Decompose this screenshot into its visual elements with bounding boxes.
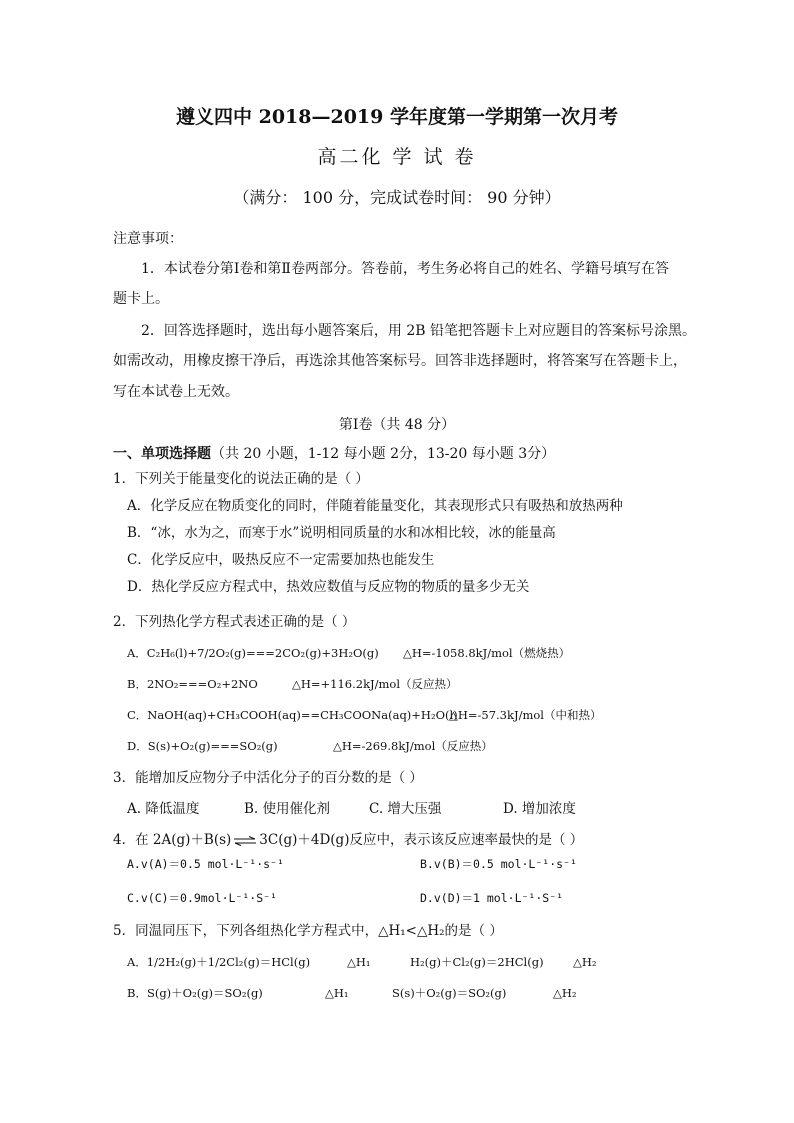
q2-option-d-enthalpy: △H=-269.8kJ/mol（反应热） [333, 739, 493, 753]
q2-option-c-equation: C．NaOH(aq)+CH₃COOH(aq)==CH₃COONa(aq)+H₂O(l) [127, 708, 458, 722]
q4-option-b: B.v(B)＝0.5 mol·L⁻¹·s⁻¹ [420, 857, 577, 871]
q2-option-a-equation: A．C₂H₆(l)+7/2O₂(g)===2CO₂(g)+3H₂O(g) [127, 646, 379, 660]
q2-stem: 2．下列热化学方程式表述正确的是（ ） [113, 614, 356, 630]
notice-item2-line3: 写在本试卷上无效。 [113, 384, 239, 400]
q5-option-b-eq2: S(s)＋O₂(g)＝SO₂(g) [392, 986, 507, 1000]
q3-option-d: D. 增加浓度 [503, 801, 576, 817]
q4-stem [113, 834, 583, 848]
q5-stem: 5．同温同压下，下列各组热化学方程式中，△H₁<△H₂的是（ ） [113, 923, 503, 939]
q4-option-a: A.v(A)＝0.5 mol·L⁻¹·s⁻¹ [127, 857, 284, 871]
q2-option-d-equation: D．S(s)+O₂(g)===SO₂(g) [127, 739, 278, 753]
q1-stem: 1．下列关于能量变化的说法正确的是（ ） [113, 471, 369, 487]
q1-option-b: B．“冰，水为之，而寒于水”说明相同质量的水和冰相比较，冰的能量高 [127, 525, 556, 541]
q5-option-b-dh2: △H₂ [553, 986, 577, 1000]
notice-item1-line1: 1．本试卷分第Ⅰ卷和第Ⅱ卷两部分。答卷前，考生务必将自己的姓名、学籍号填写在答 [141, 261, 669, 277]
q4-stem-pre: 4．在 2A(g)＋B(s) [113, 832, 232, 848]
q5-option-a-dh1: △H₁ [347, 955, 371, 969]
q1-option-a: A．化学反应在物质变化的同时，伴随着能量变化，其表现形式只有吸热和放热两种 [127, 498, 623, 514]
q4-stem-post: 3C(g)＋4D(g)反应中，表示该反应速率最快的是（ ） [259, 832, 584, 848]
q1-option-d: D．热化学反应方程式中，热效应数值与反应物的物质的量多少无关 [127, 579, 530, 595]
q2-option-b-equation: B．2NO₂===O₂+2NO [127, 677, 258, 691]
q5-option-a-eq2: H₂(g)＋Cl₂(g)＝2HCl(g) [410, 955, 544, 969]
q5-option-a-dh2: △H₂ [573, 955, 597, 969]
section-title-bold: 一、单项选择题 [113, 446, 211, 462]
q3-option-b: B. 使用催化剂 [244, 801, 331, 817]
q3-stem: 3．能增加反应物分子中活化分子的百分数的是（ ） [113, 770, 423, 786]
exam-title: 遵义四中 2018—2019 学年度第一学期第一次月考 [176, 106, 618, 128]
score-time-line: （满分： 100 分，完成试卷时间： 90 分钟） [233, 188, 561, 207]
q4-option-d: D.v(D)＝1 mol·L⁻¹·S⁻¹ [420, 891, 564, 905]
q2-option-b-enthalpy: △H=+116.2kJ/mol（反应热） [292, 677, 458, 691]
q2-option-c-enthalpy: △H=-57.3kJ/mol（中和热） [449, 708, 602, 722]
section-title [113, 447, 555, 461]
exam-subtitle: 高二化 学 试 卷 [317, 146, 477, 168]
reversible-arrow-icon [233, 836, 257, 846]
q1-option-c: C．化学反应中，吸热反应不一定需要加热也能发生 [127, 552, 435, 568]
q5-option-b-eq1: B．S(g)＋O₂(g)＝SO₂(g) [127, 986, 263, 1000]
q4-option-c: C.v(C)＝0.9mol·L⁻¹·S⁻¹ [127, 891, 277, 905]
notice-item2-line1: 2．回答选择题时，选出每小题答案后，用 2B 铅笔把答题卡上对应题目的答案标号涂黑。 [141, 323, 697, 339]
notice-heading: 注意事项： [113, 231, 183, 247]
q2-option-a-enthalpy: △H=-1058.8kJ/mol（燃烧热） [403, 646, 571, 660]
q3-option-a: A. 降低温度 [127, 801, 200, 817]
section-title-rest: （共 20 小题，1-12 每小题 2分，13-20 每小题 3分） [211, 446, 556, 462]
notice-item2-line2: 如需改动，用橡皮擦干净后，再选涂其他答案标号。回答非选择题时，将答案写在答题卡上， [113, 353, 687, 369]
notice-item1-line2: 题卡上。 [113, 291, 169, 307]
q3-option-c: C. 增大压强 [369, 801, 442, 817]
q5-option-b-dh1: △H₁ [325, 986, 349, 1000]
part1-heading: 第Ⅰ卷（共 48 分） [338, 417, 456, 433]
q5-option-a-eq1: A．1/2H₂(g)＋1/2Cl₂(g)＝HCl(g) [127, 955, 311, 969]
